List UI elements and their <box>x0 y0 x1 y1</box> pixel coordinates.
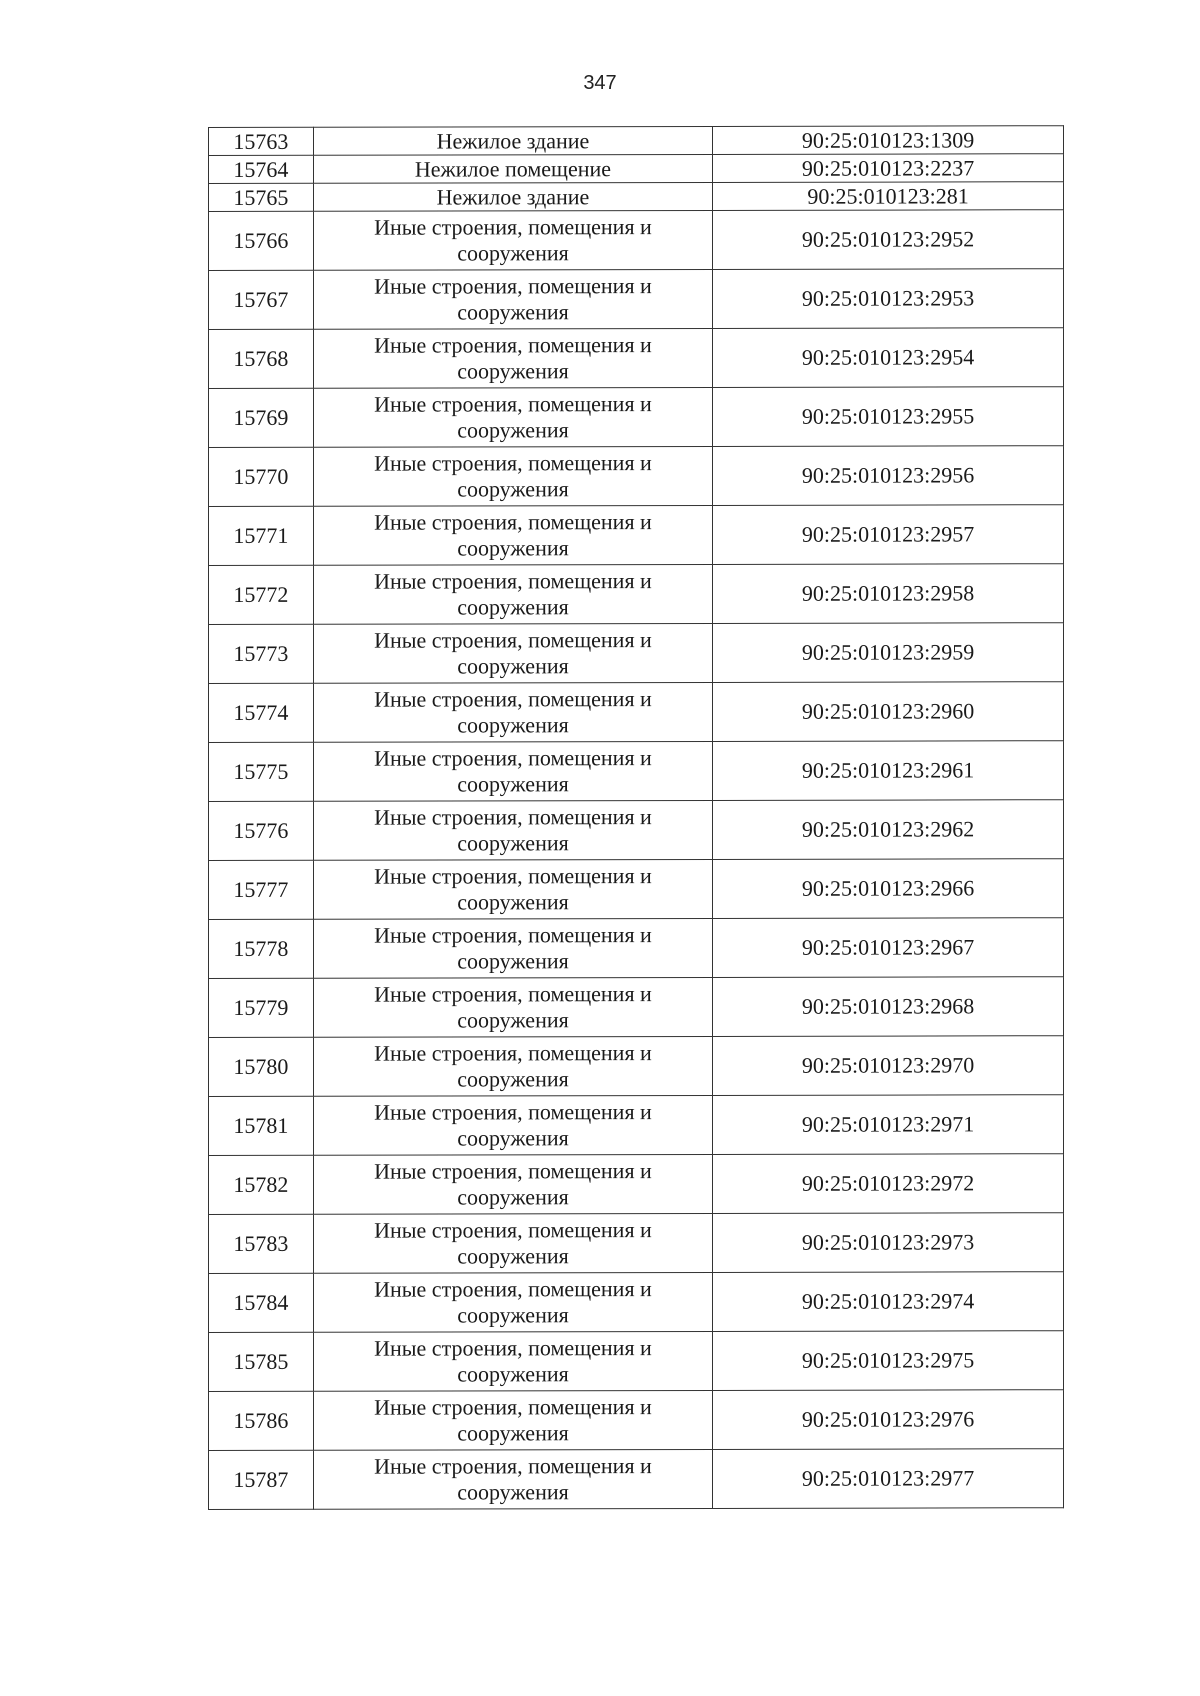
row-number-cell: 15769 <box>209 388 314 447</box>
cadastral-number-cell: 90:25:010123:1309 <box>713 126 1064 155</box>
cadastral-number-cell: 90:25:010123:2237 <box>713 154 1064 183</box>
cadastral-number-cell: 90:25:010123:2967 <box>713 918 1064 978</box>
object-name-cell: Иные строения, помещения и сооружения <box>313 328 712 388</box>
object-name-cell: Иные строения, помещения и сооружения <box>313 1036 712 1096</box>
cadastral-number-cell: 90:25:010123:2974 <box>713 1272 1064 1332</box>
object-name-cell: Иные строения, помещения и сооружения <box>313 918 712 978</box>
cadastral-number-cell: 90:25:010123:2958 <box>713 564 1064 624</box>
table-row <box>209 918 1064 979</box>
table-row <box>209 1213 1064 1274</box>
row-number-cell: 15779 <box>209 978 314 1037</box>
cadastral-number-cell: 90:25:010123:2957 <box>713 505 1064 565</box>
table-row <box>209 1272 1064 1333</box>
row-number-cell: 15766 <box>209 211 314 270</box>
cadastral-number-cell: 90:25:010123:281 <box>713 182 1064 211</box>
row-number-cell: 15787 <box>209 1450 314 1509</box>
table-row <box>209 505 1064 566</box>
object-name-cell: Иные строения, помещения и сооружения <box>313 1272 712 1332</box>
cadastral-number-cell: 90:25:010123:2956 <box>713 446 1064 506</box>
table-row <box>209 564 1064 625</box>
object-name-cell: Иные строения, помещения и сооружения <box>313 1213 712 1273</box>
table-row <box>209 859 1064 920</box>
table-row <box>209 682 1064 743</box>
cadastral-number-cell: 90:25:010123:2977 <box>713 1449 1064 1509</box>
object-name-cell: Иные строения, помещения и сооружения <box>313 210 712 270</box>
object-name-cell: Иные строения, помещения и сооружения <box>313 1449 712 1509</box>
table-row <box>209 1390 1064 1451</box>
page-number: 347 <box>583 72 617 94</box>
row-number-cell: 15772 <box>209 565 314 624</box>
cadastral-number-cell: 90:25:010123:2975 <box>713 1331 1064 1391</box>
cadastral-number-cell: 90:25:010123:2954 <box>713 328 1064 388</box>
row-number-cell: 15784 <box>209 1273 314 1332</box>
table-row <box>209 126 1064 156</box>
row-number-cell: 15786 <box>209 1391 314 1450</box>
table-row <box>209 1449 1064 1510</box>
table-row <box>209 623 1064 684</box>
table-row <box>209 269 1064 330</box>
object-name-cell: Нежилое помещение <box>313 154 712 183</box>
cadastral-number-cell: 90:25:010123:2976 <box>713 1390 1064 1450</box>
object-name-cell: Иные строения, помещения и сооружения <box>313 800 712 860</box>
row-number-cell: 15782 <box>209 1155 314 1214</box>
object-name-cell: Иные строения, помещения и сооружения <box>313 1154 712 1214</box>
object-name-cell: Иные строения, помещения и сооружения <box>313 977 712 1037</box>
cadastral-number-cell: 90:25:010123:2959 <box>713 623 1064 683</box>
table-row <box>209 328 1064 389</box>
cadastral-number-cell: 90:25:010123:2960 <box>713 682 1064 742</box>
registry-table <box>208 125 1064 1510</box>
object-name-cell: Иные строения, помещения и сооружения <box>313 682 712 742</box>
row-number-cell: 15763 <box>209 127 314 155</box>
row-number-cell: 15783 <box>209 1214 314 1273</box>
cadastral-number-cell: 90:25:010123:2961 <box>713 741 1064 801</box>
row-number-cell: 15770 <box>209 447 314 506</box>
table-row <box>209 446 1064 507</box>
cadastral-number-cell: 90:25:010123:2953 <box>713 269 1064 329</box>
table-row <box>209 1154 1064 1215</box>
cadastral-number-cell: 90:25:010123:2955 <box>713 387 1064 447</box>
table-row <box>209 387 1064 448</box>
cadastral-number-cell: 90:25:010123:2968 <box>713 977 1064 1037</box>
object-name-cell: Иные строения, помещения и сооружения <box>313 859 712 919</box>
row-number-cell: 15773 <box>209 624 314 683</box>
cadastral-number-cell: 90:25:010123:2970 <box>713 1036 1064 1096</box>
table-row <box>209 182 1064 212</box>
cadastral-number-cell: 90:25:010123:2973 <box>713 1213 1064 1273</box>
object-name-cell: Нежилое здание <box>313 182 712 211</box>
cadastral-number-cell: 90:25:010123:2952 <box>713 210 1064 270</box>
row-number-cell: 15771 <box>209 506 314 565</box>
object-name-cell: Иные строения, помещения и сооружения <box>313 269 712 329</box>
table-row <box>209 154 1064 184</box>
object-name-cell: Иные строения, помещения и сооружения <box>313 1095 712 1155</box>
object-name-cell: Нежилое здание <box>313 126 712 155</box>
row-number-cell: 15781 <box>209 1096 314 1155</box>
row-number-cell: 15775 <box>209 742 314 801</box>
row-number-cell: 15765 <box>209 183 314 211</box>
object-name-cell: Иные строения, помещения и сооружения <box>313 1331 712 1391</box>
table-row <box>209 210 1064 271</box>
cadastral-number-cell: 90:25:010123:2971 <box>713 1095 1064 1155</box>
object-name-cell: Иные строения, помещения и сооружения <box>313 623 712 683</box>
cadastral-number-cell: 90:25:010123:2972 <box>713 1154 1064 1214</box>
cadastral-number-cell: 90:25:010123:2966 <box>713 859 1064 919</box>
object-name-cell: Иные строения, помещения и сооружения <box>313 387 712 447</box>
object-name-cell: Иные строения, помещения и сооружения <box>313 564 712 624</box>
row-number-cell: 15780 <box>209 1037 314 1096</box>
row-number-cell: 15774 <box>209 683 314 742</box>
table-row <box>209 1095 1064 1156</box>
object-name-cell: Иные строения, помещения и сооружения <box>313 505 712 565</box>
row-number-cell: 15776 <box>209 801 314 860</box>
row-number-cell: 15764 <box>209 155 314 183</box>
table-body <box>209 126 1064 1510</box>
object-name-cell: Иные строения, помещения и сооружения <box>313 741 712 801</box>
row-number-cell: 15777 <box>209 860 314 919</box>
object-name-cell: Иные строения, помещения и сооружения <box>313 446 712 506</box>
table-row <box>209 977 1064 1038</box>
table-row <box>209 1331 1064 1392</box>
row-number-cell: 15778 <box>209 919 314 978</box>
row-number-cell: 15768 <box>209 329 314 388</box>
object-name-cell: Иные строения, помещения и сооружения <box>313 1390 712 1450</box>
table-row <box>209 741 1064 802</box>
row-number-cell: 15785 <box>209 1332 314 1391</box>
row-number-cell: 15767 <box>209 270 314 329</box>
cadastral-number-cell: 90:25:010123:2962 <box>713 800 1064 860</box>
table-row <box>209 1036 1064 1097</box>
table-row <box>209 800 1064 861</box>
